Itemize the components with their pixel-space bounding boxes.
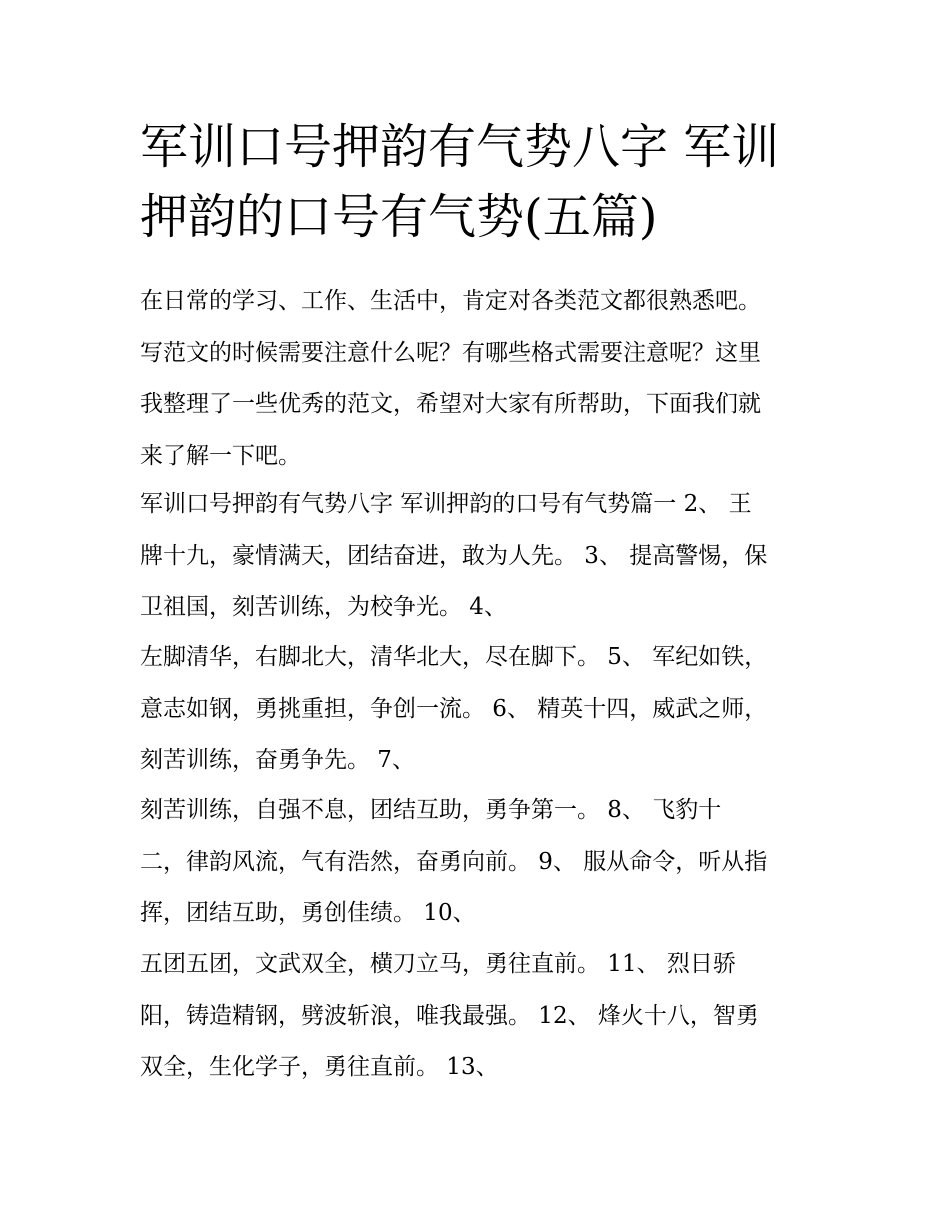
intro-paragraph [140,276,820,482]
text-line: 我整理了一些优秀的范文，希望对大家有所帮助，下面我们就 [140,391,761,417]
text-line: 二，律韵风流，气有浩然，奋勇向前。 9、 服从命令，听从指 [140,848,768,875]
slogan-paragraph [140,632,820,787]
text-line: 写范文的时候需要注意什么呢？有哪些格式需要注意呢？这里 [140,339,761,366]
text-line: 五团五团，文武双全，横刀立马，勇往直前。 11、 烈日骄 [140,951,736,977]
text-line: 来了解一下吧。 [140,442,301,469]
text-line: 刻苦训练，自强不息，团结互助，勇争第一。 8、 飞豹十 [140,797,722,823]
slogan-paragraph [140,479,820,634]
text-line: 挥，团结互助，勇创佳绩。 10、 [140,900,476,926]
title-line: 押韵的口号有气势(五篇) [140,189,658,245]
text-line: 阳，铸造精钢，劈波斩浪，唯我最强。 12、 烽火十八，智勇 [140,1002,759,1029]
text-line: 左脚清华，右脚北大，清华北大，尽在脚下。 5、 军纪如铁， [140,644,768,670]
text-line: 意志如钢，勇挑重担，争创一流。 6、 精英十四，威武之师， [140,695,768,722]
document-title [140,112,820,252]
text-line: 军训口号押韵有气势八字 军训押韵的口号有气势篇一 2、 王 [140,491,752,517]
text-line: 双全，生化学子，勇往直前。 13、 [140,1054,499,1080]
text-line: 牌十九，豪情满天，团结奋进，敢为人先。 3、 提高警惕，保 [140,542,768,569]
text-line: 在日常的学习、工作、生活中，肯定对各类范文都很熟悉吧。 [140,288,761,314]
title-line: 军训口号押韵有气势八字 军训 [140,119,780,175]
text-line: 刻苦训练，奋勇争先。 7、 [140,747,415,773]
slogan-paragraph [140,939,820,1094]
text-line: 卫祖国，刻苦训练，为校争光。 4、 [140,594,507,620]
slogan-paragraph [140,785,820,940]
